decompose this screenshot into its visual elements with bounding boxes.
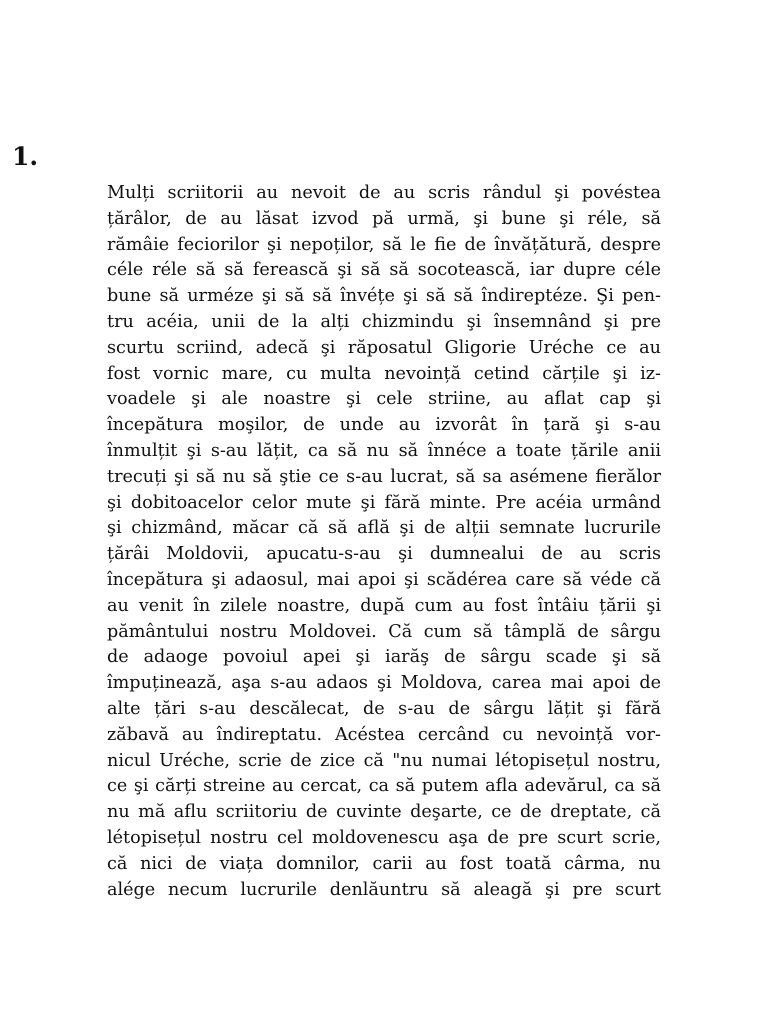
text-line: țărâlor, de au lăsat izvod pă urmă, şi bune şi réle, să <box>107 208 661 229</box>
text-line: bune să urméze şi să să învéțe şi să să îndireptéze. Şi pen- <box>107 286 661 307</box>
text-line: alége necum lucrurile denlăuntru să aleagă şi pre scurt <box>107 879 661 900</box>
text-line: că nici de viața domnilor, carii au fost toată cârma, nu <box>107 853 661 874</box>
text-line: alte țări s-au descălecat, de s-au de sârgu lățit şi fără <box>107 698 661 719</box>
text-line: țărâi Moldovii, apucatu-s-au şi dumnealui de au scris <box>107 544 661 565</box>
text-line: înmulțit şi s-au lățit, ca să nu să înnéce a toate țările anii <box>107 440 661 461</box>
text-line: zăbavă au îndireptatu. Acéstea cercând cu nevoință vor- <box>107 724 661 745</box>
text-line: ce şi cărți streine au cercat, ca să putem afla adevărul, ca să <box>107 776 661 797</box>
text-line: létopisețul nostru cel moldovenescu aşa de pre scurt scrie, <box>107 827 661 848</box>
text-line: pământului nostru Moldovei. Că cum să tâmplă de sârgu <box>107 621 661 642</box>
text-line: céle réle să să ferească şi să să socotească, iar dupre céle <box>107 260 661 281</box>
text-line: scurtu scriind, adecă şi răposatul Gligorie Uréche ce au <box>107 337 661 358</box>
text-line: de adaoge povoiul apei şi iarăş de sârgu scade şi să <box>107 647 661 668</box>
text-line: Mulți scriitorii au nevoit de au scris rândul şi povéstea <box>107 183 661 203</box>
text-line: începătura şi adaosul, mai apoi şi scădérea care să véde că <box>107 569 661 590</box>
body-paragraph <box>107 181 661 903</box>
text-line: fost vornic mare, cu multa nevoință cetind cărțile şi iz- <box>107 363 661 384</box>
text-line: tru acéia, unii de la alți chizmindu şi însemnând şi pre <box>107 311 661 332</box>
text-line: şi dobitoacelor celor mute şi fără minte. Pre acéia urmând <box>107 492 661 513</box>
text-line: voadele şi ale noastre şi cele striine, au aflat cap şi <box>107 389 661 410</box>
text-line: şi chizmând, măcar că să află şi de alții semnate lucrurile <box>107 518 661 539</box>
text-line: împuținează, aşa s-au adaos şi Moldova, carea mai apoi de <box>107 673 661 694</box>
text-line: trecuți şi să nu să ştie ce s-au lucrat, să sa asémene fierălor <box>107 466 661 487</box>
text-line: rămâie feciorilor şi nepoților, să le fie de învățătură, despre <box>107 234 661 255</box>
text-line: nu mă aflu scriitoriu de cuvinte deşarte, ce de dreptate, că <box>107 802 661 823</box>
text-line: nicul Uréche, scrie de zice că "nu numai létopisețul nostru, <box>107 750 661 771</box>
chapter-number: 1. <box>12 142 39 171</box>
text-line: începătura moşilor, de unde au izvorât în țară şi s-au <box>107 415 661 436</box>
text-line: au venit în zilele noastre, după cum au fost întâiu țării şi <box>107 595 661 616</box>
